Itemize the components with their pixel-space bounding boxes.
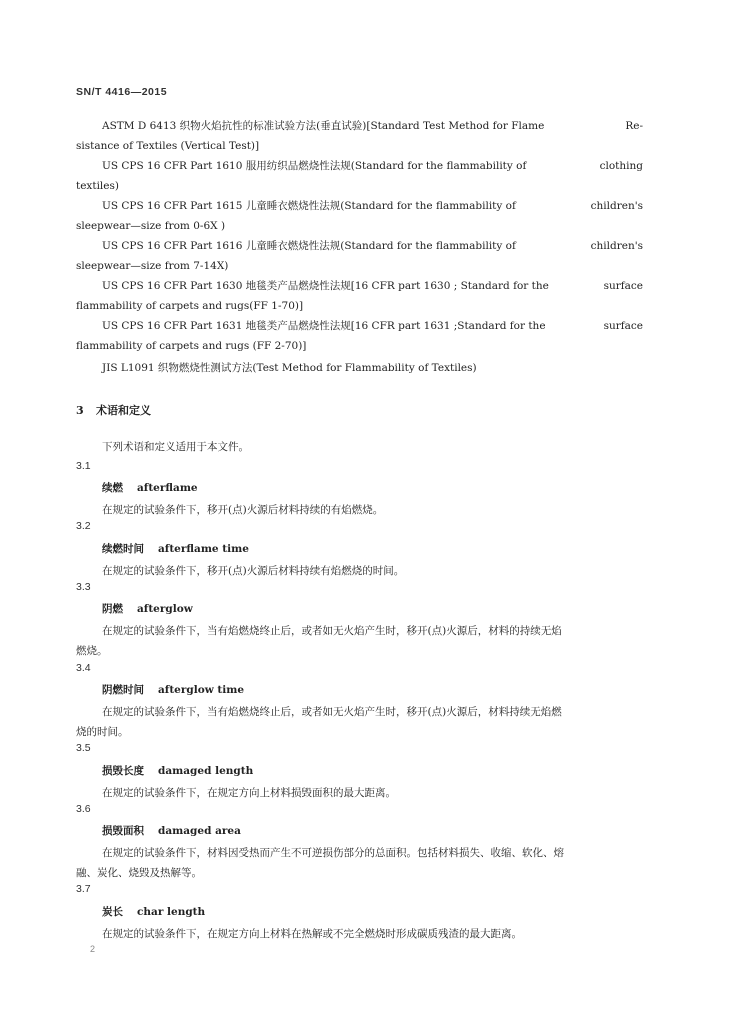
term-heading: 续燃时间 afterflame time [102, 543, 249, 555]
reference-item [76, 236, 643, 276]
reference-item [76, 196, 643, 236]
term-number: 3.6 [76, 803, 91, 815]
term-definition: 在规定的试验条件下，移开(点)火源后材料持续的有焰燃烧。 [102, 504, 384, 516]
term-number: 3.5 [76, 742, 91, 754]
term-number: 3.3 [76, 581, 91, 593]
reference-continuation: textiles) [76, 180, 119, 192]
reference-continuation: flammability of carpets and rugs (FF 2-70)] [76, 340, 307, 352]
term-definition: 在规定的试验条件下，在规定方向上材料损毁面积的最大距离。 [102, 787, 396, 799]
reference-continuation: sleepwear—size from 7-14X) [76, 260, 229, 272]
section-heading [76, 402, 151, 418]
term-heading: 阴燃 afterglow [102, 603, 193, 615]
term-heading: 炭长 char length [102, 906, 206, 918]
term-heading: 续燃 afterflame [102, 482, 198, 494]
section-number: 3 [76, 404, 84, 417]
term-heading: 损毁面积 damaged area [102, 825, 241, 837]
term-definition: 在规定的试验条件下，当有焰燃烧终止后，或者如无火焰产生时，移开(点)火源后，材料的持续无焰 燃烧。 [76, 625, 562, 657]
reference-item [76, 316, 643, 356]
term-heading: 阴燃时间 afterglow time [102, 684, 245, 696]
section-intro: 下列术语和定义适用于本文件。 [102, 441, 249, 453]
reference-item [76, 156, 643, 196]
reference-continuation: sleepwear—size from 0-6X ) [76, 220, 226, 232]
term-number: 3.1 [76, 460, 91, 472]
page-number: 2 [90, 944, 96, 954]
reference-line: US CPS 16 CFR Part 1616 儿童睡衣燃烧性法规(Standard for the flammability of children's [102, 240, 643, 252]
section-title: 术语和定义 [96, 404, 151, 417]
term-number: 3.4 [76, 662, 91, 674]
reference-item [76, 276, 643, 316]
term-definition: 在规定的试验条件下，当有焰燃烧终止后，或者如无火焰产生时，移开(点)火源后，材料持续无焰燃 烧的时间。 [76, 706, 562, 738]
term-number: 3.7 [76, 883, 91, 895]
term-definition: 在规定的试验条件下，移开(点)火源后材料持续有焰燃烧的时间。 [102, 565, 405, 577]
reference-item: JIS L1091 织物燃烧性测试方法(Test Method for Flammability of Textiles) [102, 362, 477, 374]
reference-continuation: flammability of carpets and rugs(FF 1-70)] [76, 300, 304, 312]
term-number: 3.2 [76, 520, 91, 532]
reference-line: US CPS 16 CFR Part 1630 地毯类产品燃烧性法规[16 CFR part 1630 ; Standard for the surface [102, 280, 643, 292]
reference-line: US CPS 16 CFR Part 1615 儿童睡衣燃烧性法规(Standard for the flammability of children's [102, 200, 643, 212]
reference-line: US CPS 16 CFR Part 1631 地毯类产品燃烧性法规[16 CFR part 1631 ;Standard for the surface [102, 320, 643, 332]
reference-continuation: sistance of Textiles (Vertical Test)] [76, 140, 260, 152]
reference-item [76, 116, 643, 156]
term-definition: 在规定的试验条件下，材料因受热而产生不可逆损伤部分的总面积。包括材料损失、收缩、软化、熔 融、炭化、烧毁及热解等。 [76, 847, 564, 879]
standard-code: SN/T 4416—2015 [76, 86, 168, 98]
reference-line: US CPS 16 CFR Part 1610 服用纺织品燃烧性法规(Standard for the flammability of clothing [102, 160, 643, 172]
reference-line: ASTM D 6413 织物火焰抗性的标准试验方法(垂直试验)[Standard Test Method for Flame Re- [102, 120, 643, 132]
term-definition: 在规定的试验条件下，在规定方向上材料在热解或不完全燃烧时形成碳质残渣的最大距离。 [102, 928, 522, 940]
term-heading: 损毁长度 damaged length [102, 765, 254, 777]
